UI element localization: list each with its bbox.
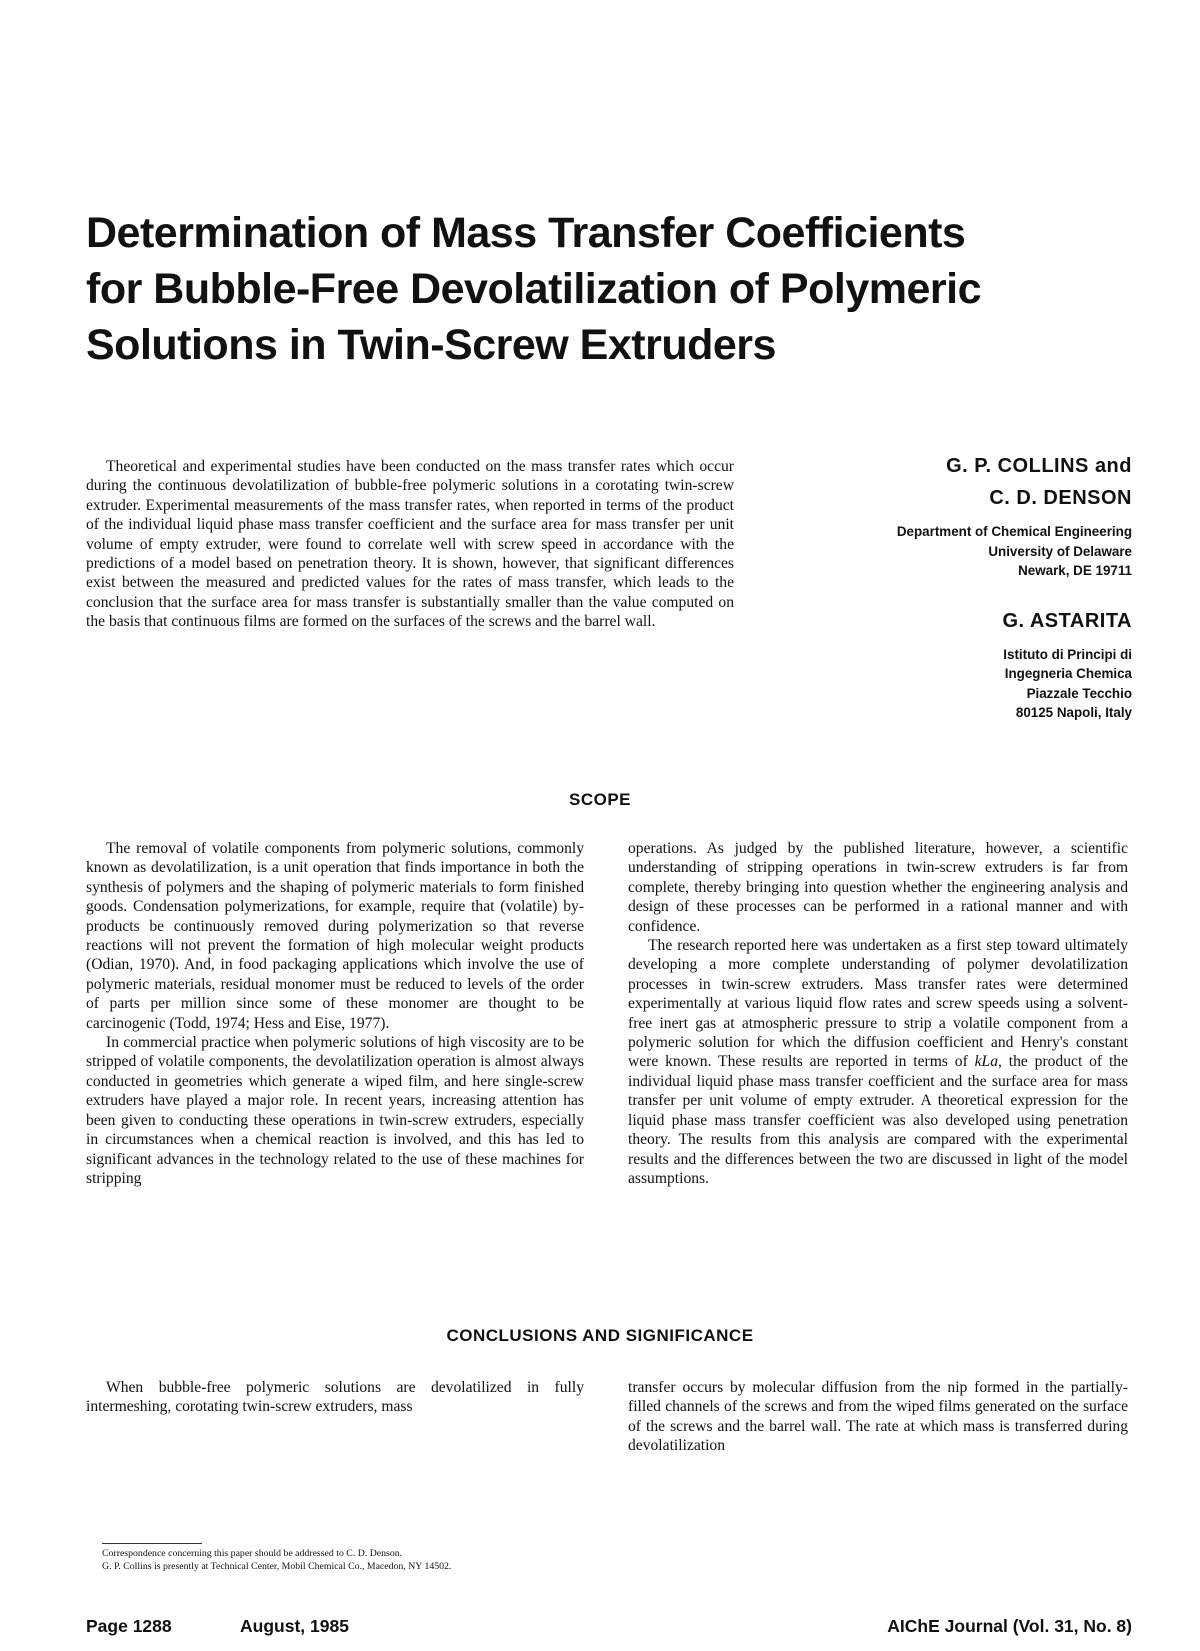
footnote: G. P. Collins is presently at Technical Center, Mobil Chemical Co., Macedon, NY 14502. — [102, 1561, 452, 1572]
author-names: G. ASTARITA — [1002, 609, 1132, 632]
footnote: Correspondence concerning this paper should be addressed to C. D. Denson. — [102, 1548, 403, 1559]
affiliation-line: Ingegneria Chemica — [1004, 666, 1132, 681]
section-heading-scope: SCOPE — [568, 790, 632, 809]
issue-date: August, 1985 — [240, 1616, 349, 1636]
affiliation — [772, 522, 1132, 581]
author-names: G. P. COLLINS and — [946, 455, 1132, 477]
scope-right-column — [628, 839, 1128, 1188]
affiliation-line: University of Delaware — [988, 543, 1132, 559]
journal-citation: AIChE Journal (Vol. 31, No. 8) — [887, 1616, 1132, 1636]
paper-title — [86, 205, 1086, 373]
abstract: Theoretical and experimental studies have been conducted on the mass transfer rates which occur during the continuous devolatilization of bubble-free polymeric solutions in a corotating twin-screw extruder. Experimental measurements of the mass transfer rates, when reported in terms of the product of the individual liquid phase mass transfer coefficient and the surface area for mass transfer per unit volume of empty extruder, were found to correlate well with screw speed in accordance with the predictions of a model based on penetration theory. It is shown, however, that significant differences exist between the measured and predicted values for the rates of mass transfer, which leads to the conclusion that the surface area for mass transfer is substantially smaller than the value computed on the basis that continuous films are formed on the surfaces of the screws and the barrel wall. — [86, 458, 734, 631]
conclusions-left-column — [86, 1378, 584, 1417]
paragraph: transfer occurs by molecular diffusion from the nip formed in the partially-filled channels of the screws and from the wiped films generated on the surface of the screws and the barrel wall. The rate at which mass is transferred during devolatilization — [628, 1379, 1128, 1455]
author-block — [772, 450, 1132, 723]
section-heading-conclusions: CONCLUSIONS AND SIGNIFICANCE — [446, 1326, 754, 1345]
title-line: for Bubble-Free Devolatilization of Polymeric — [86, 265, 981, 313]
footnotes — [102, 1547, 602, 1573]
affiliation — [772, 645, 1132, 723]
affiliation-line: Newark, DE 19711 — [1018, 563, 1132, 578]
title-line: Determination of Mass Transfer Coefficients — [86, 209, 966, 257]
title-line: Solutions in Twin-Screw Extruders — [86, 321, 776, 369]
affiliation-line: Piazzale Tecchio — [1026, 685, 1132, 701]
paragraph: When bubble-free polymeric solutions are devolatilized in fully intermeshing, corotating twin-screw extruders, mass — [86, 1379, 584, 1416]
author-names: C. D. DENSON — [989, 487, 1132, 509]
footnote-divider — [102, 1543, 202, 1544]
page-number: Page 1288 — [86, 1616, 172, 1636]
paragraph: The removal of volatile components from polymeric solutions, commonly known as devolatilization, is a unit operation that finds importance in both the synthesis of polymers and the shaping of polymeric materials to form finished goods. Condensation polymerizations, for example, require that (volatile) by-products be continuously removed during polymerization so that reverse reactions will not prevent the formation of high molecular weight products (Odian, 1970). And, in food packaging applications which involve the use of polymeric materials, residual monomer must be reduced to levels of the order of parts per million since some of these monomer are thought to be carcinogenic (Todd, 1974; Hess and Eise, 1977). — [86, 840, 584, 1032]
scope-left-column — [86, 839, 584, 1188]
affiliation-line: Istituto di Principi di — [1003, 646, 1132, 662]
paragraph: The research reported here was undertaken as a first step toward ultimately developing a more complete understanding of polymer devolatilization processes in twin-screw extruders. Mass transfer rates were determined experimentally at various liquid flow rates and screw speeds using a solvent-free inert gas at atmospheric pressure to strip a volatile component from a polymeric solution for which the diffusion coefficient and Henry's constant were known. These results are reported in terms of kLa, the product of the individual liquid phase mass transfer coefficient and the surface area for mass transfer per unit volume of empty extruder. A theoretical expression for the liquid phase mass transfer coefficient was also developed using penetration theory. The results from this analysis are compared with the experimental results and the differences between the two are discussed in light of the model assumptions. — [628, 937, 1128, 1187]
kla-symbol: kLa — [974, 1053, 999, 1071]
conclusions-right-column — [628, 1378, 1128, 1456]
paragraph: operations. As judged by the published literature, however, a scientific understanding of stripping operations in twin-screw extruders is far from complete, thereby bringing into question whether the engineering analysis and design of these processes can be performed in a rational manner and with confidence. — [628, 840, 1128, 935]
affiliation-line: 80125 Napoli, Italy — [1015, 705, 1132, 720]
paragraph: In commercial practice when polymeric solutions of high viscosity are to be stripped of volatile components, the devolatilization operation is almost always conducted in geometries which generate a wiped film, and here single-screw extruders have played a major role. In recent years, increasing attention has been given to conducting these operations in twin-screw extruders, especially in circumstances when a chemical reaction is involved, and this has led to significant advances in the technology related to the use of these machines for stripping — [86, 1034, 584, 1187]
affiliation-line: Department of Chemical Engineering — [896, 524, 1132, 539]
